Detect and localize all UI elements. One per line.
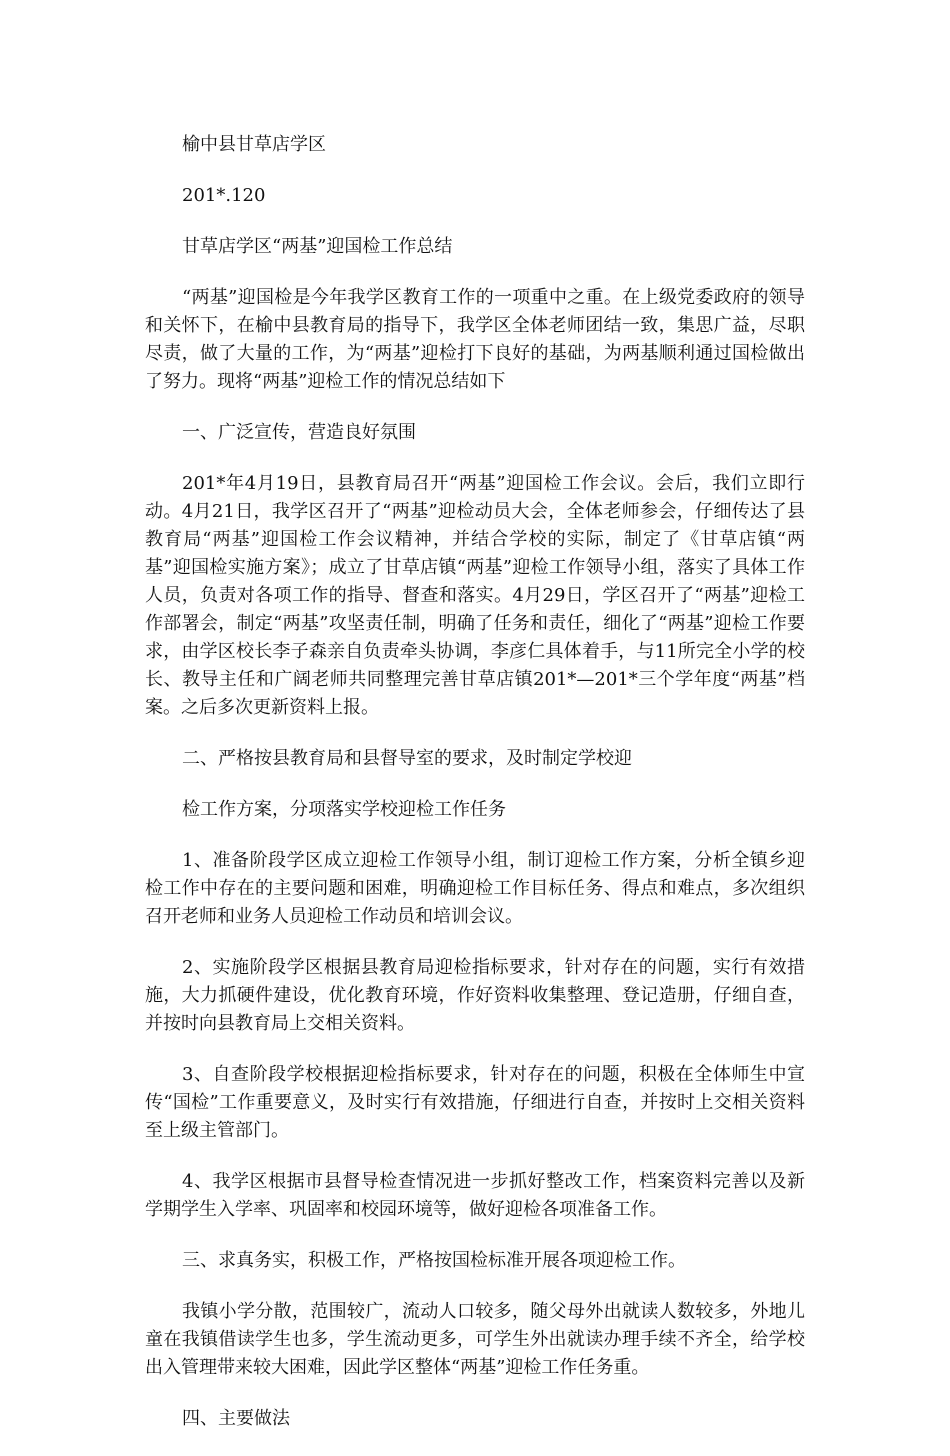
section-heading-2-continued: 检工作方案，分项落实学校迎检工作任务 xyxy=(182,799,506,820)
section-2-item-2: 2、实施阶段学区根据县教育局迎检指标要求，针对存在的问题，实行有效措施，大力抓硬件建设，优化教育环境，作好资料收集整理、登记造册，仔细自查，并按时向县教育局上交相关资料。 xyxy=(145,957,805,1034)
section-2-item-1: 1、准备阶段学区成立迎检工作领导小组，制订迎检工作方案，分析全镇乡迎检工作中存在的主要问题和困难，明确迎检工作目标任务、得点和难点，多次组织召开老师和业务人员迎检工作动员和培训会议。 xyxy=(145,850,805,927)
document-title: 甘草店学区“两基”迎国检工作总结 xyxy=(182,236,453,257)
section-heading-2: 二、严格按县教育局和县督导室的要求，及时制定学校迎 xyxy=(182,748,632,769)
section-1-paragraph: 201*年4月19日，县教育局召开“两基”迎国检工作会议。会后，我们立即行动。4月21日，我学区召开了“两基”迎检动员大会，全体老师参会，仔细传达了县教育局“两基”迎国检工作会议精神，并结合学校的实际，制定了《甘草店镇“两基”迎国检实施方案》；成立了甘草店镇“两基”迎检工作领导小组，落实了具体工作人员，负责对各项工作的指导、督查和落实。4月29日，学区召开了“两基”迎检工作部署会，制定“两基”攻坚责任制，明确了任务和责任，细化了“两基”迎检工作要求，由学区校长李子森亲自负责牵头协调，李彦仁具体着手，与11所完全小学的校长、教导主任和广阔老师共同整理完善甘草店镇201*—201*三个学年度“两基”档案。之后多次更新资料上报。 xyxy=(145,473,805,718)
section-2-item-4: 4、我学区根据市县督导检查情况进一步抓好整改工作，档案资料完善以及新学期学生入学率、巩固率和校园环境等，做好迎检各项准备工作。 xyxy=(145,1171,805,1220)
section-heading-3: 三、求真务实，积极工作，严格按国检标准开展各项迎检工作。 xyxy=(182,1250,686,1271)
document-date: 201*.120 xyxy=(182,185,266,206)
section-2-item-3: 3、自查阶段学校根据迎检指标要求，针对存在的问题，积极在全体师生中宣传“国检”工作重要意义，及时实行有效措施，仔细进行自查，并按时上交相关资料至上级主管部门。 xyxy=(145,1064,805,1141)
section-heading-1: 一、广泛宣传，营造良好氛围 xyxy=(182,422,416,443)
section-heading-4: 四、主要做法 xyxy=(182,1408,290,1429)
school-district-name: 榆中县甘草店学区 xyxy=(182,134,326,155)
section-3-paragraph: 我镇小学分散，范围较广，流动人口较多，随父母外出就读人数较多，外地儿童在我镇借读学生也多，学生流动更多，可学生外出就读办理手续不齐全，给学校出入管理带来较大困难，因此学区整体“两基”迎检工作任务重。 xyxy=(145,1301,805,1378)
document-body xyxy=(145,131,805,1456)
intro-paragraph: “两基”迎国检是今年我学区教育工作的一项重中之重。在上级党委政府的领导和关怀下，在榆中县教育局的指导下，我学区全体老师团结一致，集思广益，尽职尽责，做了大量的工作，为“两基”迎检打下良好的基础，为两基顺利通过国检做出了努力。现将“两基”迎检工作的情况总结如下 xyxy=(145,287,805,392)
